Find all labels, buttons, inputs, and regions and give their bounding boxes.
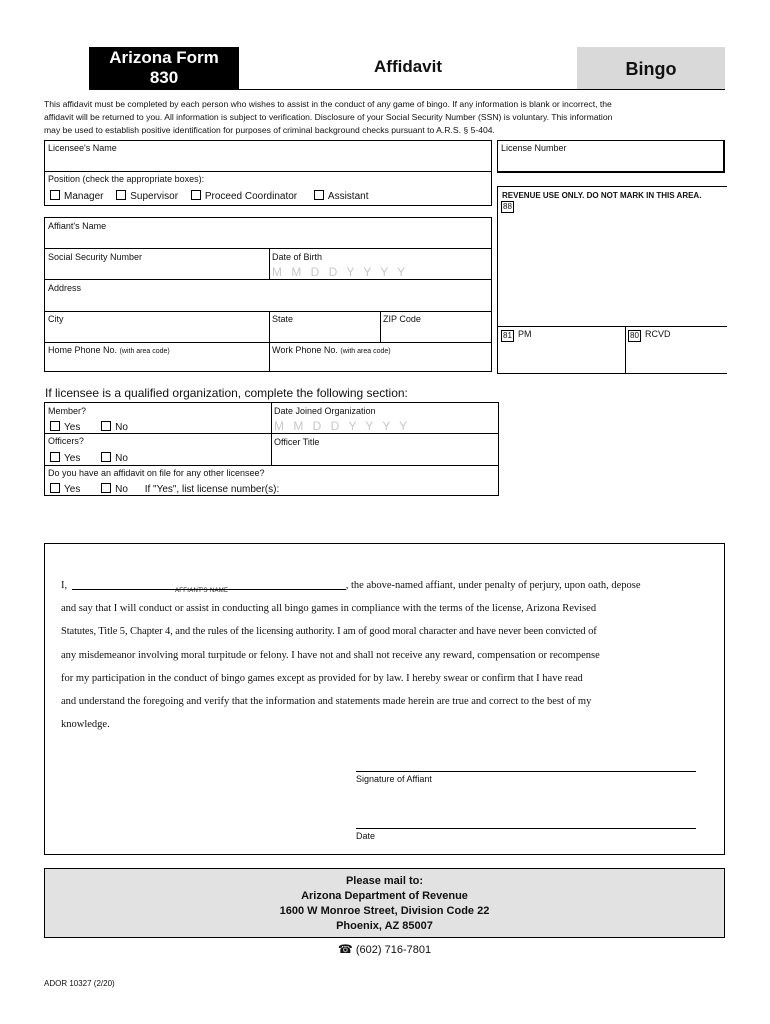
oath-line: and say that I will conduct or assist in conducting all bingo games in compliance with the terms of the license, Arizona Revised bbox=[61, 603, 597, 615]
signature-line[interactable] bbox=[356, 771, 696, 772]
license-number-input[interactable] bbox=[498, 153, 722, 171]
form-title: Affidavit bbox=[374, 57, 442, 76]
form-number-block bbox=[89, 47, 239, 89]
row-divider bbox=[45, 279, 491, 280]
intro-line: may be used to establish positive identification for purposes of criminal background checks pursuant to A.R.S. § 5-404. bbox=[44, 124, 495, 135]
officer-title-input[interactable] bbox=[272, 447, 498, 464]
row-divider bbox=[45, 311, 491, 312]
form-number-line1: Arizona Form bbox=[109, 48, 219, 67]
intro-text bbox=[44, 98, 726, 136]
address-input[interactable] bbox=[45, 293, 491, 310]
date-line[interactable] bbox=[356, 828, 696, 829]
mail-to-street: 1600 W Monroe Street, Division Code 22 bbox=[279, 905, 490, 917]
position-manager-option[interactable] bbox=[50, 191, 103, 202]
date-label: Date bbox=[356, 831, 376, 841]
oath-block bbox=[44, 543, 725, 855]
position-options bbox=[50, 190, 368, 202]
licensee-block bbox=[44, 140, 492, 206]
mail-to-city: Phoenix, AZ 85007 bbox=[336, 920, 433, 932]
form-number-line2: 830 bbox=[149, 68, 179, 87]
license-number-label: License Number bbox=[501, 143, 567, 153]
state-input[interactable] bbox=[270, 324, 380, 341]
telephone-icon: ☎ bbox=[337, 942, 353, 956]
position-label: Position (check the appropriate boxes): bbox=[48, 174, 205, 184]
position-assistant-option[interactable] bbox=[314, 191, 369, 202]
ssn-label: Social Security Number bbox=[48, 252, 143, 262]
revenue-col-divider bbox=[625, 326, 626, 373]
dob-input[interactable]: M M D D Y Y Y Y bbox=[272, 265, 409, 279]
affiant-name-label: Affiant's Name bbox=[48, 221, 107, 231]
revenue-divider bbox=[498, 326, 727, 327]
col-divider bbox=[269, 248, 270, 279]
position-manager-checkbox[interactable] bbox=[50, 190, 60, 200]
phone-number: (602) 716-7801 bbox=[355, 944, 432, 956]
home-phone-input[interactable] bbox=[45, 355, 269, 371]
row-divider bbox=[45, 433, 498, 434]
intro-line: affidavit will be returned to you. All information is subject to verification. Disclosure of your Social Security Number (SSN) is voluntary. This information bbox=[44, 111, 613, 122]
signature-label: Signature of Affiant bbox=[356, 774, 432, 784]
other-affidavit-no-checkbox[interactable] bbox=[101, 483, 111, 493]
license-number-box bbox=[497, 140, 725, 173]
if-yes-license-numbers-label: If "Yes", list license number(s): bbox=[144, 484, 280, 495]
oath-line: knowledge. bbox=[61, 719, 110, 731]
officers-label: Officers? bbox=[48, 436, 84, 446]
member-yes-option[interactable] bbox=[50, 422, 80, 433]
affiants-name-caption: AFFIANT'S NAME bbox=[175, 588, 229, 594]
work-phone-note: (with area code) bbox=[340, 348, 391, 355]
position-proceed-coordinator-checkbox[interactable] bbox=[191, 190, 201, 200]
position-assistant-checkbox[interactable] bbox=[314, 190, 324, 200]
header-rule bbox=[89, 89, 725, 90]
oath-line: Statutes, Title 5, Chapter 4, and the rules of the licensing authority. I am of good moral character and have never been convicted of bbox=[61, 626, 597, 638]
row-divider bbox=[45, 465, 498, 466]
oath-i: I, bbox=[61, 580, 68, 591]
home-phone-note: (with area code) bbox=[119, 348, 170, 355]
form-category-block bbox=[577, 47, 725, 89]
officers-no-option[interactable] bbox=[101, 453, 128, 464]
member-no-checkbox[interactable] bbox=[101, 421, 111, 431]
mail-to-box bbox=[44, 868, 725, 938]
date-joined-label: Date Joined Organization bbox=[274, 406, 376, 416]
other-affidavit-yes-label: Yes bbox=[64, 484, 81, 495]
revenue-pm-label: PM bbox=[518, 329, 532, 339]
position-supervisor-option[interactable] bbox=[116, 191, 178, 202]
revenue-rcvd-label: RCVD bbox=[645, 329, 671, 339]
affiant-name-input[interactable] bbox=[45, 231, 491, 248]
org-section-heading: If licensee is a qualified organization, complete the following section: bbox=[45, 386, 408, 400]
other-affidavit-yes-checkbox[interactable] bbox=[50, 483, 60, 493]
row-divider bbox=[45, 342, 491, 343]
licensee-divider bbox=[45, 171, 491, 172]
officers-yes-label: Yes bbox=[64, 453, 81, 464]
licensee-name-label: Licensee's Name bbox=[48, 143, 117, 153]
row-divider bbox=[45, 248, 491, 249]
revenue-code-88: 88 bbox=[503, 202, 512, 211]
other-affidavit-no-label: No bbox=[115, 484, 128, 495]
address-label: Address bbox=[48, 283, 82, 293]
revenue-use-box bbox=[497, 186, 727, 374]
state-label: State bbox=[272, 314, 294, 324]
position-proceed-coordinator-option[interactable] bbox=[191, 191, 297, 202]
oath-line: and understand the foregoing and verify that the information and statements made herein are true and correct to the best of my bbox=[61, 696, 592, 708]
oath-line: any misdemeanor involving moral turpitude or felony. I have not and shall not receive any reward, compensation or recompense bbox=[61, 649, 600, 661]
zip-label: ZIP Code bbox=[383, 314, 421, 324]
officers-no-checkbox[interactable] bbox=[101, 452, 111, 462]
position-supervisor-checkbox[interactable] bbox=[116, 190, 126, 200]
form-code: ADOR 10327 (2/20) bbox=[44, 979, 115, 988]
position-assistant-label: Assistant bbox=[327, 191, 369, 202]
org-section-table bbox=[44, 402, 499, 496]
ssn-input[interactable] bbox=[45, 262, 269, 279]
oath-line: for my participation in the conduct of bingo games except as provided for by law. I hereby swear or confirm that I have read bbox=[61, 672, 583, 684]
date-joined-input[interactable]: M M D D Y Y Y Y bbox=[274, 419, 411, 433]
revenue-use-title: REVENUE USE ONLY. DO NOT MARK IN THIS AREA. bbox=[502, 191, 702, 200]
other-affidavit-label: Do you have an affidavit on file for any other licensee? bbox=[48, 468, 265, 478]
member-yes-checkbox[interactable] bbox=[50, 421, 60, 431]
officers-options bbox=[50, 452, 128, 464]
other-affidavit-no-option[interactable] bbox=[101, 484, 128, 495]
officers-no-label: No bbox=[115, 453, 128, 464]
home-phone-label-text: Home Phone No. bbox=[48, 345, 118, 355]
work-phone-label-text: Work Phone No. bbox=[272, 345, 338, 355]
officers-yes-option[interactable] bbox=[50, 453, 80, 464]
other-affidavit-yes-option[interactable] bbox=[50, 484, 80, 495]
dob-label: Date of Birth bbox=[272, 252, 323, 262]
officers-yes-checkbox[interactable] bbox=[50, 452, 60, 462]
city-label: City bbox=[48, 314, 64, 324]
intro-line: This affidavit must be completed by each person who wishes to assist in the conduct of any game of bingo. If any information is blank or incorrect, the bbox=[44, 99, 612, 109]
phone-line bbox=[44, 942, 725, 956]
member-no-option[interactable] bbox=[101, 422, 128, 433]
member-options bbox=[50, 421, 128, 433]
zip-input[interactable] bbox=[381, 324, 491, 341]
licensee-name-input[interactable] bbox=[45, 153, 491, 171]
revenue-code-81: 81 bbox=[503, 331, 512, 340]
oath-line-1: , the above-named affiant, under penalty of perjury, upon oath, depose bbox=[345, 580, 641, 591]
mail-to-heading: Please mail to: bbox=[345, 875, 424, 887]
oath-first-line bbox=[61, 574, 711, 597]
member-no-label: No bbox=[115, 422, 128, 433]
work-phone-input[interactable] bbox=[270, 355, 491, 371]
mail-to-department: Arizona Department of Revenue bbox=[301, 890, 468, 902]
form-category: Bingo bbox=[625, 59, 677, 79]
officer-title-label: Officer Title bbox=[274, 437, 320, 447]
member-label: Member? bbox=[48, 406, 87, 416]
revenue-code-80: 80 bbox=[630, 331, 639, 340]
city-input[interactable] bbox=[45, 324, 269, 341]
position-manager-label: Manager bbox=[64, 191, 104, 202]
affiant-block bbox=[44, 217, 492, 372]
position-proceed-coordinator-label: Proceed Coordinator bbox=[204, 191, 298, 202]
oath-text bbox=[61, 574, 711, 736]
member-yes-label: Yes bbox=[64, 422, 81, 433]
other-affidavit-options bbox=[50, 483, 279, 495]
position-supervisor-label: Supervisor bbox=[130, 191, 179, 202]
